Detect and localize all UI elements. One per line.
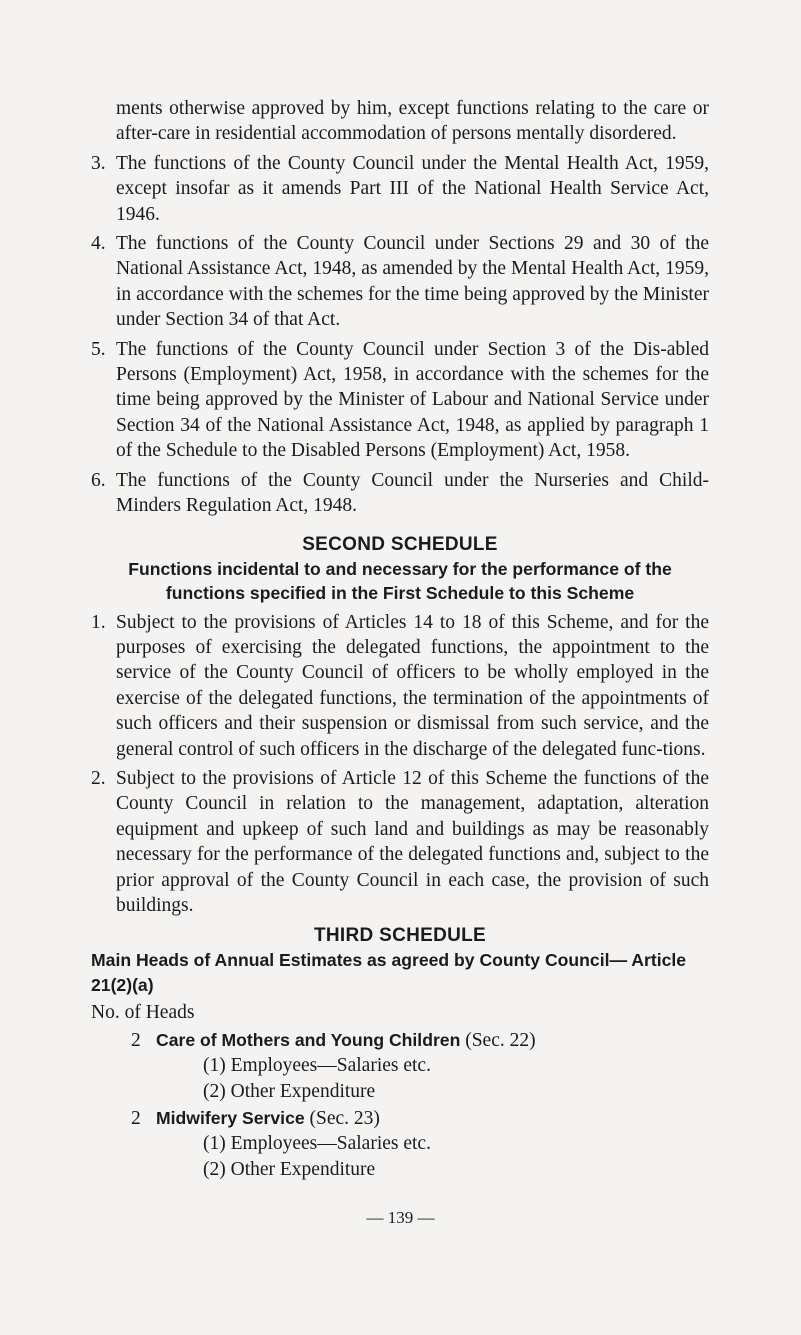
heads-label: No. of Heads bbox=[91, 1002, 195, 1024]
list-item: 2. Subject to the provisions of Article 12 of this Scheme the functions of the County Council in relation to the management, adaptation, alteration equipment and upkeep of such land and buildings as may be reasonably necessary for the performance of the delegated functions and, subject to the prior approval of the County Council in each case, the provision of such buildings. bbox=[91, 767, 709, 916]
list-item: 6. The functions of the County Council under the Nurseries and Child-Minders Regulation Act, 1948. bbox=[91, 469, 709, 517]
list-item: 3. The functions of the County Council under the Mental Health Act, 1959, except insofar as it amends Part III of the National Health Service Act, 1946. bbox=[91, 152, 709, 225]
head-sub-item: (2) Other Expenditure bbox=[203, 1080, 376, 1102]
head-section: (Sec. 23) bbox=[309, 1108, 380, 1129]
page-number: — 139 — bbox=[366, 1208, 435, 1227]
list-item: 5. The functions of the County Council under Section 3 of the Dis-abled Persons (Employment) Act, 1958, in accordance with the schemes for the time being approved by the Minister of Labour and National Service under Section 34 of the National Assistance Act, 1948, as applied by paragraph 1 of the Schedule to the Disabled Persons (Employment) Act, 1958. bbox=[91, 338, 709, 462]
second-schedule-subheading: Functions incidental to and necessary for the performance of the functions specified in the First Schedule to this Scheme bbox=[128, 558, 672, 603]
third-schedule-heading: THIRD SCHEDULE bbox=[313, 925, 487, 947]
first-schedule-items bbox=[91, 151, 709, 519]
intro-paragraph: ments otherwise approved by him, except functions relating to the care or after-care in residential accommodation of persons mentally disordered. bbox=[116, 98, 709, 145]
heads-list bbox=[116, 1028, 709, 1182]
head-sub-item: (1) Employees—Salaries etc. bbox=[203, 1055, 431, 1077]
head-row: 2 Midwifery Service (Sec. 23) bbox=[131, 1108, 380, 1129]
head-sub-item: (2) Other Expenditure bbox=[203, 1158, 376, 1180]
head-row: 2 Care of Mothers and Young Children (Sec. 22) bbox=[131, 1029, 536, 1051]
head-sub-item: (1) Employees—Salaries etc. bbox=[203, 1133, 431, 1155]
second-schedule-heading: SECOND SCHEDULE bbox=[302, 533, 498, 555]
second-schedule-items bbox=[91, 610, 709, 919]
head-title: Midwifery Service bbox=[156, 1108, 305, 1128]
third-schedule-subheading: Main Heads of Annual Estimates as agreed by County Council— Article 21(2)(a) bbox=[91, 950, 687, 995]
head-title: Care of Mothers and Young Children bbox=[156, 1029, 461, 1050]
list-item: 4. The functions of the County Council under Sections 29 and 30 of the National Assistance Act, 1948, as amended by the Mental Health Act, 1959, in accordance with the schemes for the time being approved by the Minister under Section 34 of that Act. bbox=[91, 233, 709, 331]
head-section: (Sec. 22) bbox=[465, 1029, 536, 1051]
list-item: 1. Subject to the provisions of Articles 14 to 18 of this Scheme, and for the purposes of exercising the delegated functions, the appointment to the service of the County Council of officers to be wholly employed in the exercise of the delegated functions, the termination of the appointments of such officers and their suspension or dismissal from such service, and the general control of such officers in the discharge of the delegated func-tions. bbox=[91, 611, 709, 760]
